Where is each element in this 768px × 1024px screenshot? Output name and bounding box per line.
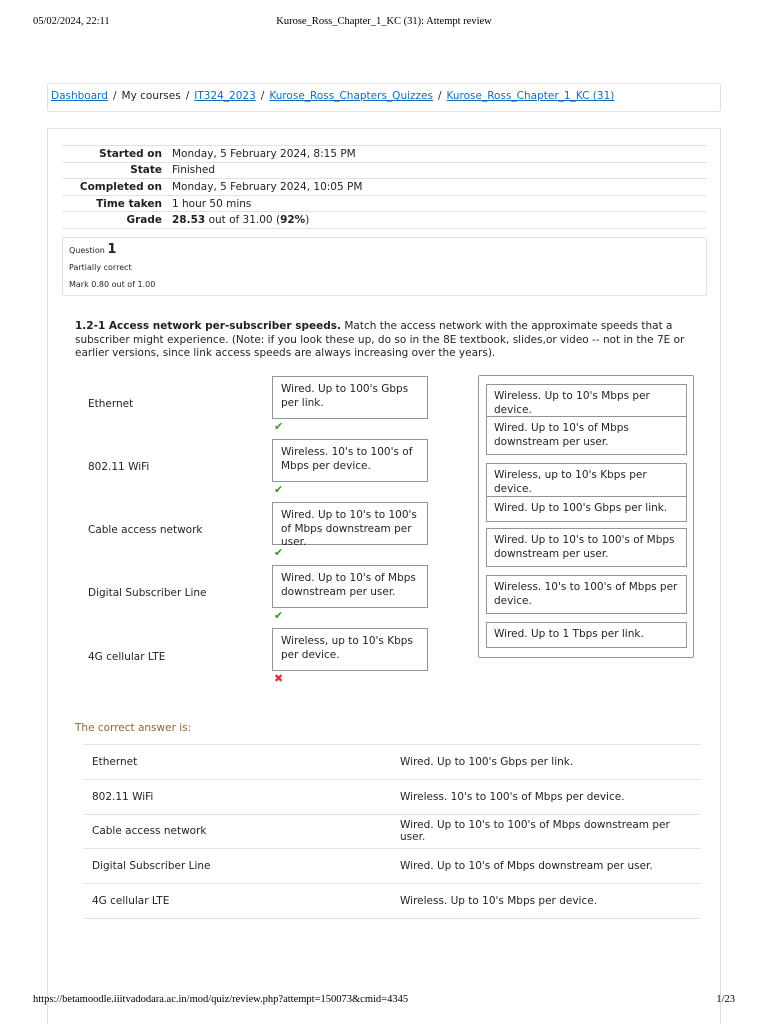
grade-percent: 92% [280,214,306,227]
breadcrumb-quiz[interactable]: Kurose_Ross_Chapter_1_KC (31) [446,90,615,102]
table-row [84,849,700,884]
breadcrumb-my-courses: My courses [121,90,181,102]
breadcrumb-course[interactable]: IT324_2023 [194,90,256,102]
draggable-choice[interactable]: Wireless. Up to 10's Mbps per device. [486,384,687,423]
draggable-choice[interactable]: Wired. Up to 10's to 100's of Mbps downstream per user. [486,528,687,567]
started-on-value: Monday, 5 February 2024, 8:15 PM [168,146,707,163]
answer-stem: 4G cellular LTE [84,884,392,919]
summary-row-grade [62,212,707,229]
question-mark: Mark 0.80 out of 1.00 [69,280,156,289]
check-icon: ✔ [274,546,284,559]
attempt-review-card [47,128,721,1024]
print-footer [0,994,768,1008]
answer-value: Wired. Up to 10's of Mbps downstream per user. [392,849,700,884]
print-url: https://betamoodle.iiitvadodara.ac.in/mod/quiz/review.php?attempt=150073&cmid=4345 [33,994,409,1005]
check-icon: ✔ [274,609,284,622]
print-page-number: 1/23 [716,994,735,1005]
time-taken-label: Time taken [62,195,168,212]
match-stem: Ethernet [88,398,134,410]
table-row [84,779,700,814]
question-text [75,320,695,361]
summary-row-state [62,162,707,179]
draggable-choice[interactable]: Wireless. 10's to 100's of Mbps per device. [486,575,687,614]
correct-answer-heading: The correct answer is: [75,722,192,734]
summary-row-started [62,146,707,163]
breadcrumb-section[interactable]: Kurose_Ross_Chapters_Quizzes [269,90,433,102]
completed-on-value: Monday, 5 February 2024, 10:05 PM [168,179,707,196]
grade-out-of: out of 31.00 ( [208,214,281,227]
completed-on-label: Completed on [62,179,168,196]
match-stem: 4G cellular LTE [88,651,166,663]
draggable-choice[interactable]: Wireless, up to 10's Kbps per device. [486,463,687,502]
breadcrumb [47,83,721,112]
match-stem: Cable access network [88,524,203,536]
choice-pool [478,375,694,658]
check-icon: ✔ [274,483,284,496]
answer-drop-zone[interactable]: Wireless. 10's to 100's of Mbps per device. [272,439,428,482]
attempt-summary-table [62,145,707,229]
breadcrumb-dashboard[interactable]: Dashboard [51,90,108,102]
question-info-box [62,237,707,296]
draggable-choice[interactable]: Wired. Up to 10's of Mbps downstream per user. [486,416,687,455]
state-value: Finished [168,162,707,179]
summary-row-completed [62,179,707,196]
answer-drop-zone[interactable]: Wired. Up to 10's to 100's of Mbps downstream per user. [272,502,428,545]
grade-label: Grade [62,212,168,229]
breadcrumb-separator: / [437,90,442,102]
answer-value: Wireless. Up to 10's Mbps per device. [392,884,700,919]
grade-score: 28.53 [172,214,206,227]
table-row [84,745,700,780]
answer-value: Wireless. 10's to 100's of Mbps per device. [392,779,700,814]
breadcrumb-separator: / [260,90,265,102]
print-title: Kurose_Ross_Chapter_1_KC (31): Attempt review [276,16,492,27]
answer-value: Wired. Up to 10's to 100's of Mbps downstream per user. [392,814,700,849]
answer-drop-zone[interactable]: Wired. Up to 10's of Mbps downstream per user. [272,565,428,608]
cross-icon: ✖ [274,672,284,685]
match-stem: Digital Subscriber Line [88,587,207,599]
answer-stem: 802.11 WiFi [84,779,392,814]
answer-drop-zone[interactable]: Wired. Up to 100's Gbps per link. [272,376,428,419]
question-number [69,241,700,259]
question-status: Partially correct [69,263,132,272]
table-row [84,814,700,849]
answer-value: Wired. Up to 100's Gbps per link. [392,745,700,780]
started-on-label: Started on [62,146,168,163]
question-title: 1.2-1 Access network per-subscriber speeds. [75,320,342,332]
print-header [0,16,768,30]
grade-close: ) [305,214,310,227]
answer-stem: Cable access network [84,814,392,849]
correct-answer-table [84,744,700,919]
draggable-choice[interactable]: Wired. Up to 100's Gbps per link. [486,496,687,522]
time-taken-value: 1 hour 50 mins [168,195,707,212]
state-label: State [62,162,168,179]
answer-drop-zone[interactable]: Wireless, up to 10's Kbps per device. [272,628,428,671]
table-row [84,884,700,919]
summary-row-time [62,195,707,212]
question-label: Question [69,246,105,255]
grade-value [168,212,707,229]
breadcrumb-separator: / [112,90,117,102]
print-date: 05/02/2024, 22:11 [33,16,110,27]
draggable-choice[interactable]: Wired. Up to 1 Tbps per link. [486,622,687,648]
answer-stem: Digital Subscriber Line [84,849,392,884]
question-body: Match the access network with the approximate speeds that a subscriber might experience. (Note: if you look these up, do so in the 8E textbook, slides,or video -- not in the 7E or earlier versions, since link access speeds are always increasing over the years). [75,320,685,359]
breadcrumb-separator: / [185,90,190,102]
question-number-value: 1 [107,242,117,257]
answer-stem: Ethernet [84,745,392,780]
match-stem: 802.11 WiFi [88,461,150,473]
check-icon: ✔ [274,420,284,433]
